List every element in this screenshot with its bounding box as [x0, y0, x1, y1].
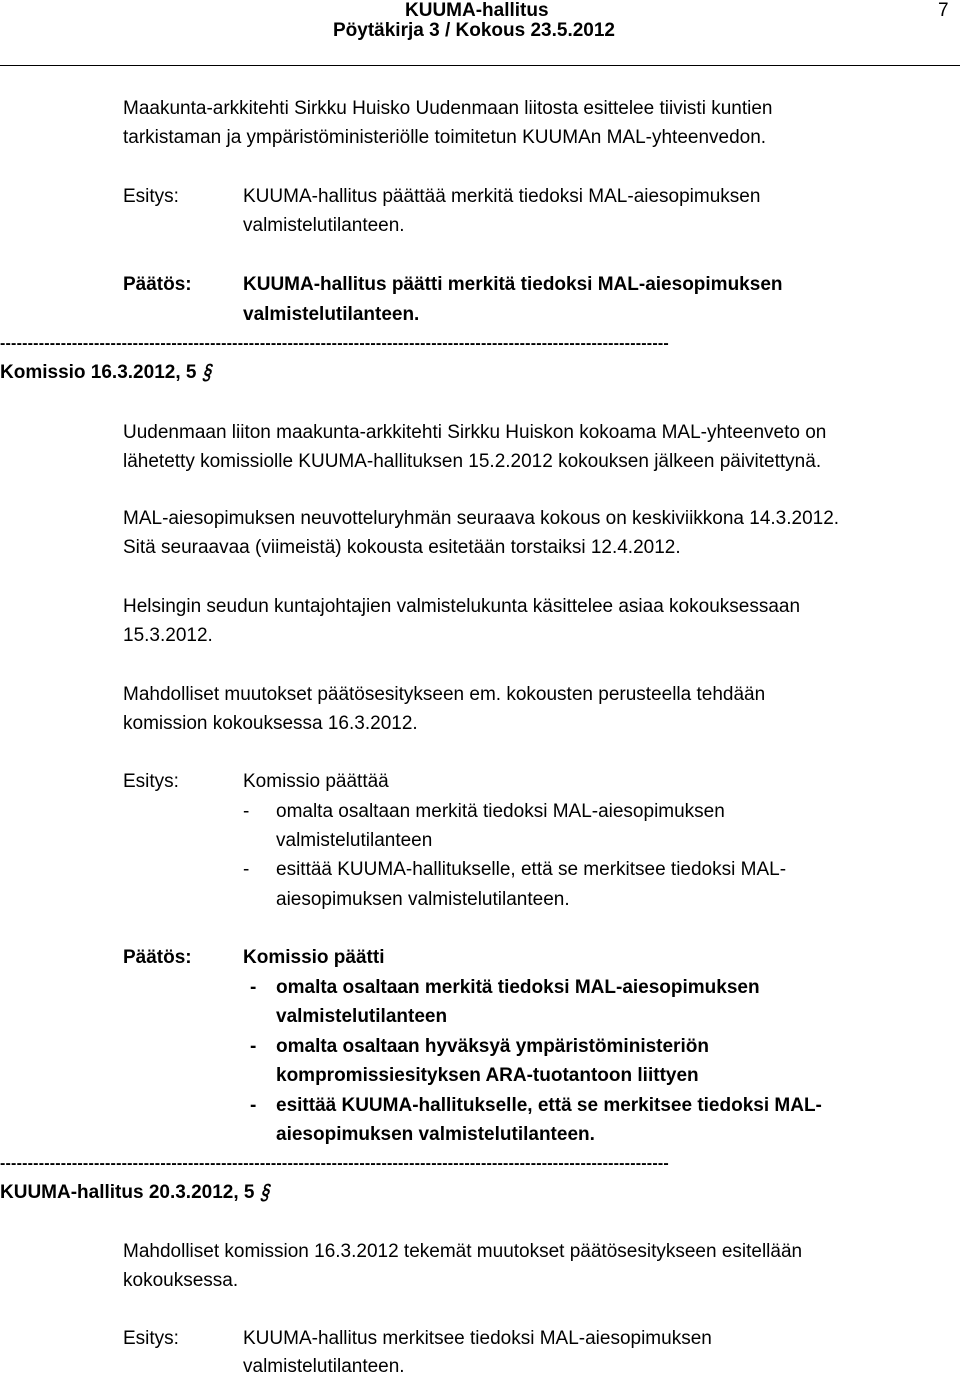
hallitus-esitys-line-2: valmistelutilanteen. [243, 1356, 405, 1377]
komissio-paatos-bullet-1-line-2: valmistelutilanteen [276, 1006, 448, 1027]
komissio-esitys-bullet-2-line-1: esittää KUUMA-hallitukselle, että se merkitsee tiedoksi MAL- [276, 859, 787, 880]
section-sign-icon: § [201, 359, 217, 384]
komissio-p2-line-2: Sitä seuraavaa (viimeistä) kokousta esitetään torstaiksi 12.4.2012. [123, 537, 681, 558]
komissio-paatos-bullet-2-line-1: omalta osaltaan hyväksyä ympäristöministeriön [276, 1036, 709, 1057]
paatos-label: Päätös: [123, 274, 192, 295]
komissio-paatos-bullet-1-line-1: omalta osaltaan merkitä tiedoksi MAL-aiesopimuksen [276, 977, 760, 998]
bullet-marker: - [250, 1095, 257, 1116]
komissio-p3-line-1: Helsingin seudun kuntajohtajien valmistelukunta käsittelee asiaa kokouksessaan [123, 596, 801, 617]
hallitus-esitys-label: Esitys: [123, 1328, 179, 1349]
komissio-esitys-intro: Komissio päättää [243, 771, 389, 792]
komissio-p1-line-2: lähetetty komissiolle KUUMA-hallituksen 15.2.2012 kokouksen jälkeen päivitettynä. [123, 451, 822, 472]
esitys-label: Esitys: [123, 186, 179, 207]
bullet-marker: - [243, 801, 250, 822]
komissio-p4-line-1: Mahdolliset muutokset päätösesitykseen em. kokousten perusteella tehdään [123, 684, 766, 705]
section-heading-text: Komissio 16.3.2012, 5 [0, 362, 197, 383]
komissio-p1-line-1: Uudenmaan liiton maakunta-arkkitehti Sirkku Huiskon kokoama MAL-yhteenveto on [123, 422, 827, 443]
intro-line-1: Maakunta-arkkitehti Sirkku Huisko Uudenmaan liitosta esittelee tiivisti kuntien [123, 98, 773, 119]
komissio-esitys-label: Esitys: [123, 771, 179, 792]
komissio-esitys-bullet-1-line-1: omalta osaltaan merkitä tiedoksi MAL-aiesopimuksen [276, 801, 725, 822]
hallitus-esitys-line-1: KUUMA-hallitus merkitsee tiedoksi MAL-aiesopimuksen [243, 1328, 712, 1349]
separator-line: ------------------------------------------------------------------------------------------------------------------------- [0, 1158, 669, 1170]
separator-line: ------------------------------------------------------------------------------------------------------------------------- [0, 338, 669, 350]
section-heading-text: KUUMA-hallitus 20.3.2012, 5 [0, 1182, 255, 1203]
section-heading-kuuma-hallitus [0, 1179, 275, 1204]
komissio-p3-line-2: 15.3.2012. [123, 625, 213, 646]
page-number: 7 [938, 0, 949, 21]
hallitus-p1-line-2: kokouksessa. [123, 1270, 239, 1291]
intro-line-2: tarkistaman ja ympäristöministeriölle toimitetun KUUMAn MAL-yhteenvedon. [123, 127, 767, 148]
komissio-p4-line-2: komission kokouksessa 16.3.2012. [123, 713, 418, 734]
komissio-p2-line-1: MAL-aiesopimuksen neuvotteluryhmän seuraava kokous on keskiviikkona 14.3.2012. [123, 508, 840, 529]
komissio-paatos-bullet-2-line-2: kompromissiesityksen ARA-tuotantoon liittyen [276, 1065, 699, 1086]
komissio-esitys-bullet-1-line-2: valmistelutilanteen [276, 830, 433, 851]
bullet-marker: - [243, 859, 250, 880]
komissio-esitys-bullet-2-line-2: aiesopimuksen valmistelutilanteen. [276, 889, 570, 910]
section-sign-icon: § [259, 1179, 275, 1204]
paatos-line-1: KUUMA-hallitus päätti merkitä tiedoksi MAL-aiesopimuksen [243, 274, 783, 295]
komissio-paatos-intro: Komissio päätti [243, 947, 385, 968]
komissio-paatos-label: Päätös: [123, 947, 192, 968]
bullet-marker: - [250, 1036, 257, 1057]
header-rule [0, 65, 960, 66]
section-heading-komissio [0, 359, 217, 384]
komissio-paatos-bullet-3-line-1: esittää KUUMA-hallitukselle, että se merkitsee tiedoksi MAL- [276, 1095, 822, 1116]
header-subtitle: Pöytäkirja 3 / Kokous 23.5.2012 [333, 20, 615, 41]
hallitus-p1-line-1: Mahdolliset komission 16.3.2012 tekemät muutokset päätösesitykseen esitellään [123, 1241, 803, 1262]
esitys-line-1: KUUMA-hallitus päättää merkitä tiedoksi MAL-aiesopimuksen [243, 186, 761, 207]
header-title: KUUMA-hallitus [405, 0, 549, 21]
komissio-paatos-bullet-3-line-2: aiesopimuksen valmistelutilanteen. [276, 1124, 595, 1145]
paatos-line-2: valmistelutilanteen. [243, 304, 420, 325]
bullet-marker: - [250, 977, 257, 998]
esitys-line-2: valmistelutilanteen. [243, 215, 405, 236]
